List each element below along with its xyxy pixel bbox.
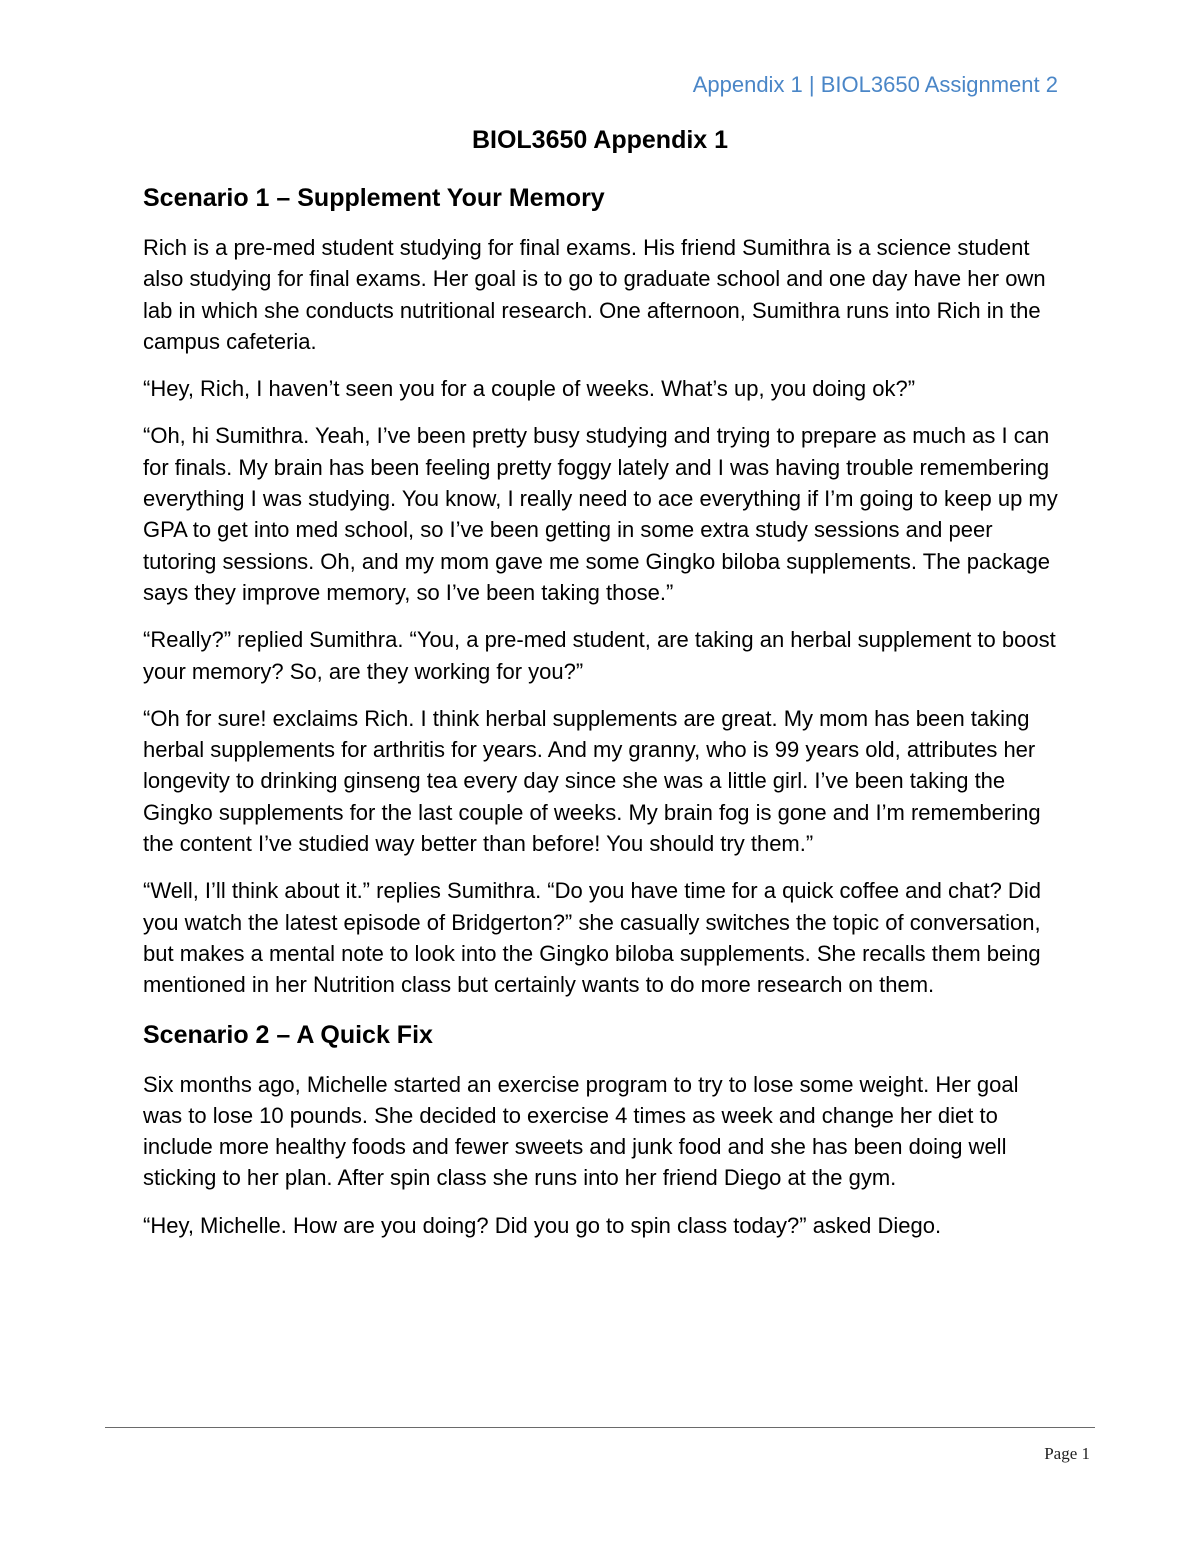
scenario-1-paragraph-dialogue-5: “Well, I’ll think about it.” replies Sumithra. “Do you have time for a quick coffee and chat? Did you watch the latest episode of Bridgerton?” she casually switches the topic of conversation, but makes a mental note to look into the Gingko biloba supplements. She recalls them being mentioned in her Nutrition class but certainly wants to do more research on them. <box>143 878 1041 998</box>
scenario-2-paragraph-dialogue-1: “Hey, Michelle. How are you doing? Did you go to spin class today?” asked Diego. <box>143 1212 942 1238</box>
scenario-1-heading: Scenario 1 – Supplement Your Memory <box>143 184 605 212</box>
scenario-1-section <box>143 180 1063 1001</box>
scenario-1-paragraph-intro: Rich is a pre-med student studying for final exams. His friend Sumithra is a science student also studying for final exams. Her goal is to go to graduate school and one day have her own lab in which she conducts nutritional research. One afternoon, Sumithra runs into Rich in the campus cafeteria. <box>143 235 1046 354</box>
scenario-2-paragraph-intro: Six months ago, Michelle started an exercise program to try to lose some weight. Her goal was to lose 10 pounds. She decided to exercise 4 times as week and change her diet to include more healthy foods and fewer sweets and junk food and she has been doing well sticking to her plan. After spin class she runs into her friend Diego at the gym. <box>143 1071 1019 1191</box>
footer-divider <box>105 1427 1095 1428</box>
scenario-2-section <box>143 1017 1063 1241</box>
scenario-1-paragraph-dialogue-2: “Oh, hi Sumithra. Yeah, I’ve been pretty busy studying and trying to prepare as much as I can for finals. My brain has been feeling pretty foggy lately and I was having trouble remembering everything I was studying. You know, I really need to ace everything if I’m going to keep up my GPA to get into med school, so I’ve been getting in some extra study sessions and peer tutoring sessions. Oh, and my mom gave me some Gingko biloba supplements. The package says they improve memory, so I’ve been taking those.” <box>143 423 1058 605</box>
document-body <box>143 180 1063 1257</box>
scenario-2-heading: Scenario 2 – A Quick Fix <box>143 1020 433 1049</box>
running-header: Appendix 1 | BIOL3650 Assignment 2 <box>692 72 1058 97</box>
document-title: BIOL3650 Appendix 1 <box>471 126 729 154</box>
scenario-1-paragraph-dialogue-4: “Oh for sure! exclaims Rich. I think herbal supplements are great. My mom has been taking herbal supplements for arthritis for years. And my granny, who is 99 years old, attributes her longevity to drinking ginseng tea every day since she was a little girl. I’ve been taking the Gingko supplements for the last couple of weeks. My brain fog is gone and I’m remembering the content I’ve studied way better than before! You should try them.” <box>143 705 1041 857</box>
page-number: Page 1 <box>1044 1444 1090 1463</box>
scenario-1-paragraph-dialogue-1: “Hey, Rich, I haven’t seen you for a couple of weeks. What’s up, you doing ok?” <box>143 376 916 402</box>
scenario-1-paragraph-dialogue-3: “Really?” replied Sumithra. “You, a pre-med student, are taking an herbal supplement to boost your memory? So, are they working for you?” <box>143 627 1056 684</box>
